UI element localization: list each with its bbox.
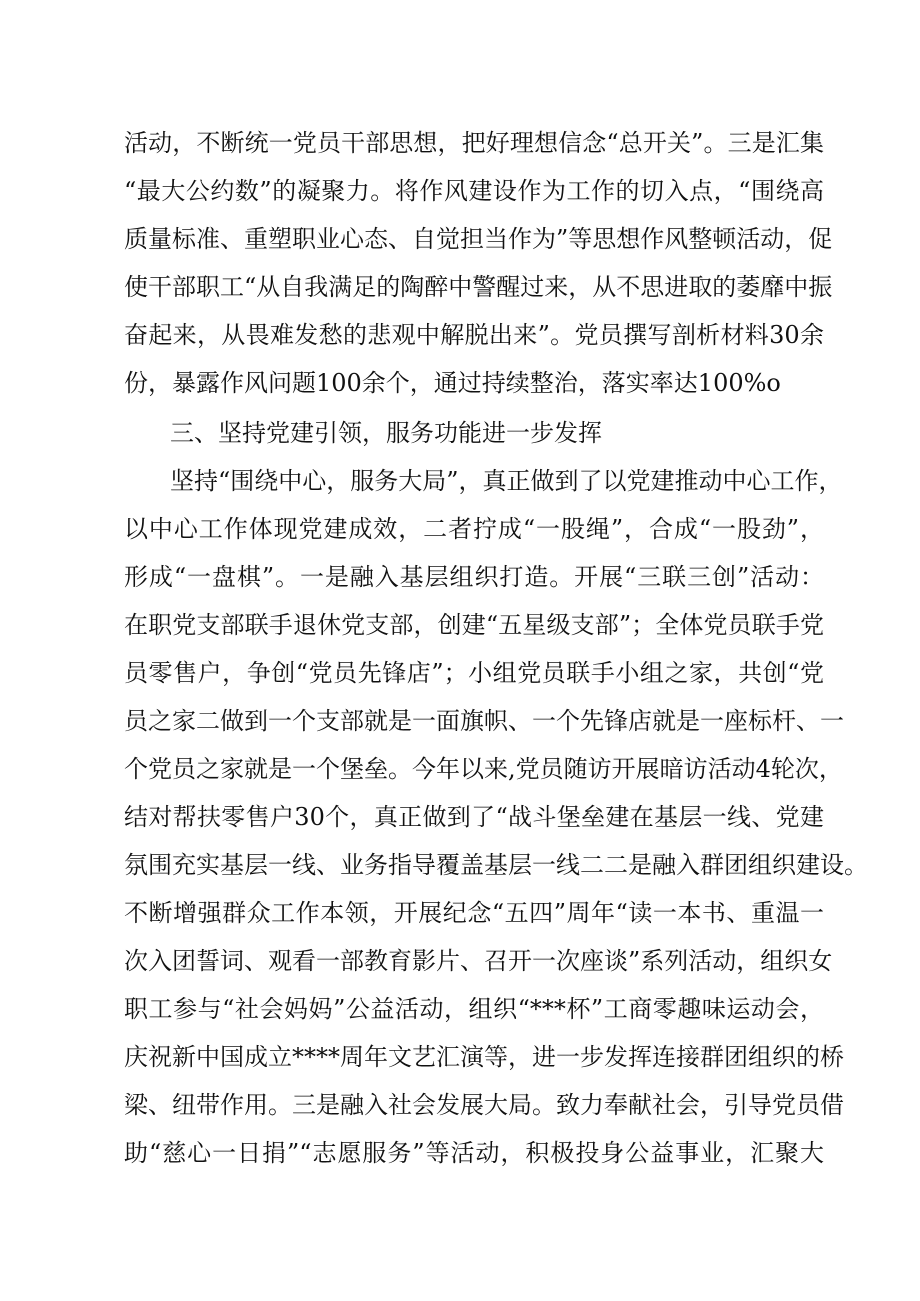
paragraph-line: 次入团誓词、观看一部教育影片、召开一次座谈”系列活动，组织女	[124, 947, 833, 975]
paragraph-line: 奋起来，从畏难发愁的悲观中解脱出来”。党员撰写剖析材料30余	[124, 321, 824, 349]
paragraph-line: 结对帮扶零售户30个，真正做到了“战斗堡垒建在基层一线、党建	[124, 803, 824, 831]
paragraph-line: 氛围充实基层一线、业务指导覆盖基层一线二二是融入群团组织建设。	[124, 851, 868, 879]
paragraph-line: 庆祝新中国成立****周年文艺汇演等，进一步发挥连接群团组织的桥	[124, 1043, 844, 1071]
paragraph-line: 员之家二做到一个支部就是一面旗帜、一个先锋店就是一座标杆、一	[124, 707, 844, 735]
paragraph-line: 不断增强群众工作本领，开展纪念“五四”周年“读一本书、重温一	[124, 899, 824, 927]
paragraph-line: 个党员之家就是一个堡垒。今年以来,党员随访开展暗访活动4轮次，	[124, 755, 843, 783]
paragraph-line: 形成“一盘棋”。一是融入基层组织打造。开展“三联三创”活动：	[124, 563, 824, 591]
paragraph-line: “最大公约数”的凝聚力。将作风建设作为工作的切入点，“围绕高	[124, 177, 824, 205]
paragraph-line: 坚持“围绕中心，服务大局”，真正做到了以党建推动中心工作，	[170, 467, 843, 495]
paragraph-line: 员零售户，争创“党员先锋店”；小组党员联手小组之家，共创“党	[124, 659, 824, 687]
section-heading: 三、坚持党建引领，服务功能进一步发挥	[170, 419, 602, 447]
paragraph-line: 份，暴露作风问题100余个，通过持续整治，落实率达100%o	[124, 369, 781, 397]
paragraph-line: 梁、纽带作用。三是融入社会发展大局。致力奉献社会，引导党员借	[124, 1091, 844, 1119]
paragraph-line: 在职党支部联手退休党支部，创建“五星级支部”；全体党员联手党	[124, 611, 824, 639]
paragraph-line: 活动，不断统一党员干部思想，把好理想信念“总开关”。三是汇集	[124, 129, 824, 157]
paragraph-line: 以中心工作体现党建成效，二者拧成“一股绳”，合成“一股劲”，	[124, 515, 824, 543]
paragraph-line: 质量标准、重塑职业心态、自觉担当作为”等思想作风整顿活动，促	[124, 225, 833, 253]
paragraph-line: 职工参与“社会妈妈”公益活动，组织“***杯”工商零趣味运动会，	[124, 995, 824, 1023]
paragraph-line: 使干部职工“从自我满足的陶醉中警醒过来，从不思进取的萎靡中振	[124, 273, 833, 301]
paragraph-line: 助“慈心一日捐”“志愿服务”等活动，积极投身公益事业，汇聚大	[124, 1139, 824, 1167]
